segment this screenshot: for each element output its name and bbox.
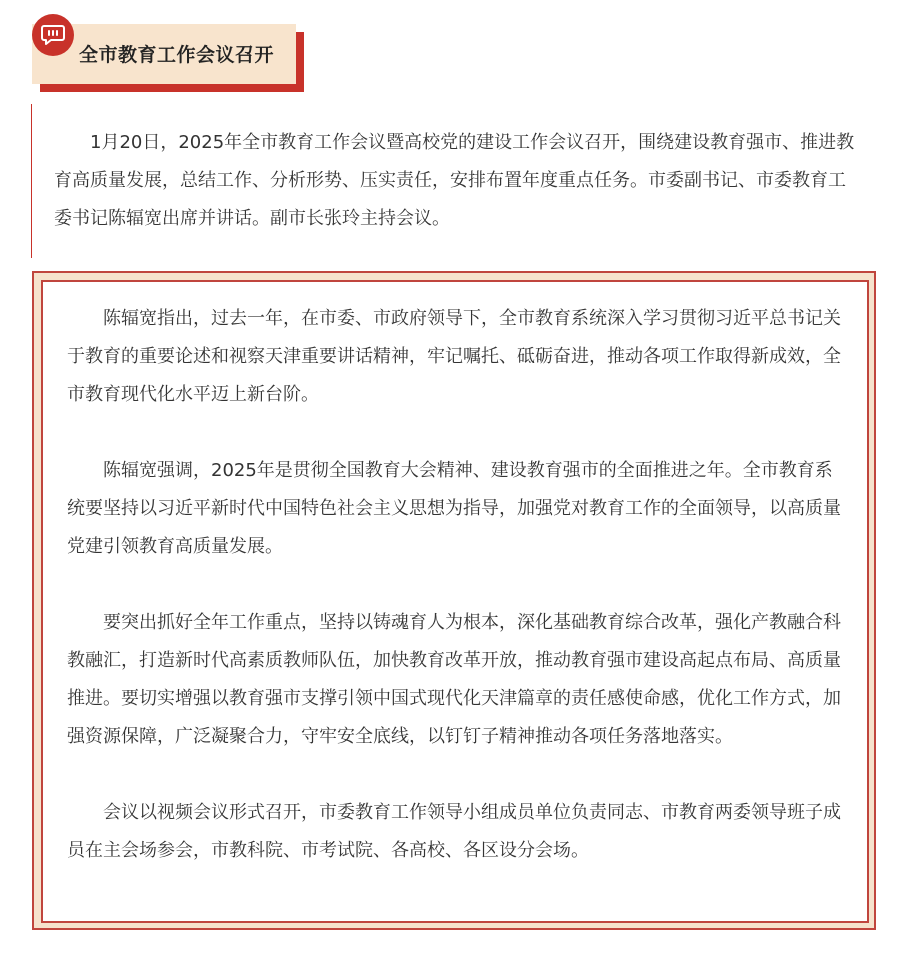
chat-bubble-icon <box>32 14 74 56</box>
framed-box-content <box>67 300 845 870</box>
framed-box-inner <box>41 280 869 923</box>
chat-bubble-icon-glyph <box>41 24 65 46</box>
page-title: 全市教育工作会议召开 <box>79 44 275 66</box>
body-paragraph: 陈辐宽强调，2025年是贯彻全国教育大会精神、建设教育强市的全面推进之年。全市教育系统要坚持以习近平新时代中国特色社会主义思想为指导，加强党对教育工作的全面领导，以高质量党建引领教育高质量发展。 <box>67 460 841 557</box>
body-paragraph: 要突出抓好全年工作重点，坚持以铸魂育人为根本，深化基础教育综合改革，强化产教融合科教融汇，打造新时代高素质教师队伍，加快教育改革开放，推动教育强市建设高起点布局、高质量推进。要切实增强以教育强市支撑引领中国式现代化天津篇章的责任感使命感，优化工作方式，加强资源保障，广泛凝聚合力，守牢安全底线，以钉钉子精神推动各项任务落地落实。 <box>67 612 841 747</box>
framed-box <box>32 271 876 930</box>
section-heading <box>32 24 304 92</box>
body-paragraph: 会议以视频会议形式召开，市委教育工作领导小组成员单位负责同志、市教育两委领导班子成员在主会场参会，市教科院、市考试院、各高校、各区设分会场。 <box>67 802 841 861</box>
intro-paragraph: 1月20日，2025年全市教育工作会议暨高校党的建设工作会议召开，围绕建设教育强市、推进教育高质量发展，总结工作、分析形势、压实责任，安排布置年度重点任务。市委副书记、市委教育工委书记陈辐宽出席并讲话。副市长张玲主持会议。 <box>54 132 855 229</box>
body-paragraph: 陈辐宽指出，过去一年，在市委、市政府领导下，全市教育系统深入学习贯彻习近平总书记关于教育的重要论述和视察天津重要讲话精神，牢记嘱托、砥砺奋进，推动各项工作取得新成效，全市教育现代化水平迈上新台阶。 <box>67 308 841 405</box>
intro-accent-line <box>31 104 32 258</box>
